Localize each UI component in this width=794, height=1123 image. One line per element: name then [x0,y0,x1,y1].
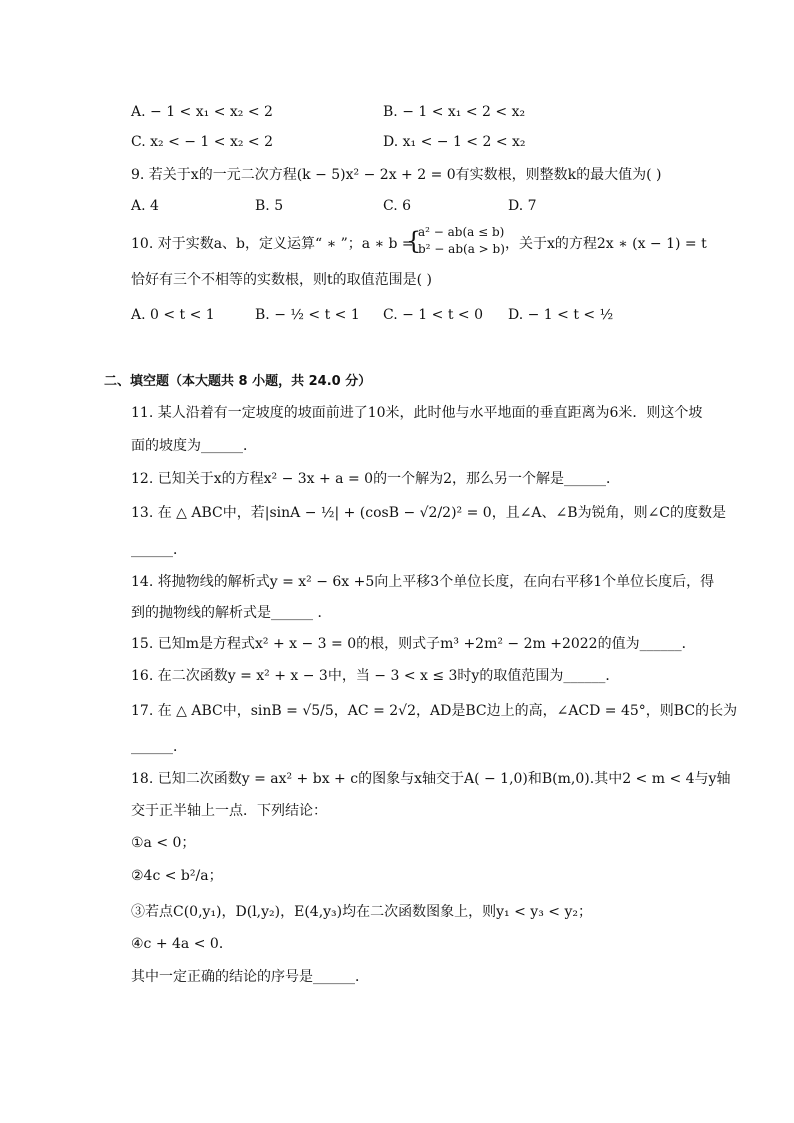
q8-option-b: B. − 1 < x₁ < 2 < x₂ [383,104,526,120]
q11-line-1: 11. 某人沿着有一定坡度的坡面前进了10米，此时他与水平地面的垂直距离为6米．则这个坡 [131,405,703,421]
q10-stem-part1: 10. 对于实数a、b，定义运算“ ∗ ”；a ∗ b = [131,236,414,252]
q18-conclusion-2: ②4c < b²/a； [131,868,223,884]
q13-line-1: 13. 在 △ ABC中，若|sinA − ½| + (cosB − √2/2)² = 0，且∠A、∠B为锐角，则∠C的度数是 [131,505,727,521]
q8-option-d: D. x₁ < − 1 < 2 < x₂ [383,134,526,150]
q10-option-a: A. 0 < t < 1 [131,307,215,323]
q10-case-1: a² − ab(a ≤ b) [418,225,505,239]
q11-line-2: 面的坡度为______． [131,438,257,454]
q8-option-a: A. − 1 < x₁ < x₂ < 2 [131,104,273,120]
q18-conclusion-4: ④c + 4a < 0． [131,936,233,952]
q9-option-c: C. 6 [383,198,412,214]
q10-option-b: B. − ½ < t < 1 [255,307,360,323]
q8-option-c: C. x₂ < − 1 < x₂ < 2 [131,134,274,150]
q18-line-1: 18. 已知二次函数y = ax² + bx + c的图象与x轴交于A( − 1,0)和B(m,0).其中2 < m < 4与y轴 [131,771,731,787]
q17-line-2: ______． [131,739,187,755]
q10-stem-line2: 恰好有三个不相等的实数根，则t的取值范围是( ) [131,272,432,288]
q14-line-1: 14. 将抛物线的解析式y = x² − 6x +5向上平移3个单位长度，在向右平移1个单位长度后，得 [131,574,715,590]
q13-line-2: ______． [131,542,187,558]
q10-option-d: D. − 1 < t < ½ [508,307,614,323]
q18-ask: 其中一定正确的结论的序号是______． [131,969,369,985]
q10-brace: { [406,227,422,255]
q12-stem: 12. 已知关于x的方程x² − 3x + a = 0的一个解为2，那么另一个解是______． [131,471,620,487]
q14-line-2: 到的抛物线的解析式是______ ． [131,605,332,621]
section-2-title: 二、填空题（本大题共 8 小题，共 24.0 分） [104,374,372,389]
q9-option-a: A. 4 [131,198,159,214]
q10-option-c: C. − 1 < t < 0 [383,307,483,323]
q17-line-1: 17. 在 △ ABC中，sinB = √5/5，AC = 2√2，AD是BC边上的高，∠ACD = 45°，则BC的长为 [131,703,738,719]
q15-stem: 15. 已知m是方程式x² + x − 3 = 0的根，则式子m³ +2m² − 2m +2022的值为______． [131,636,696,652]
q18-conclusion-3: ③若点C(0,y₁)，D(l,y₂)，E(4,y₃)均在二次函数图象上，则y₁ < y₃ < y₂； [131,904,592,920]
q10-case-2: b² − ab(a > b) [418,242,505,256]
q10-stem-part2: ，关于x的方程2x ∗ (x − 1) = t [505,236,707,252]
q18-line-2: 交于正半轴上一点．下列结论： [131,803,327,819]
q9-option-b: B. 5 [255,198,284,214]
q9-stem: 9. 若关于x的一元二次方程(k − 5)x² − 2x + 2 = 0有实数根，则整数k的最大值为( ) [131,167,662,183]
q9-option-d: D. 7 [508,198,537,214]
q18-conclusion-1: ①a < 0； [131,835,196,851]
q16-stem: 16. 在二次函数y = x² + x − 3中，当 − 3 < x ≤ 3时y的取值范围为______． [131,668,620,684]
